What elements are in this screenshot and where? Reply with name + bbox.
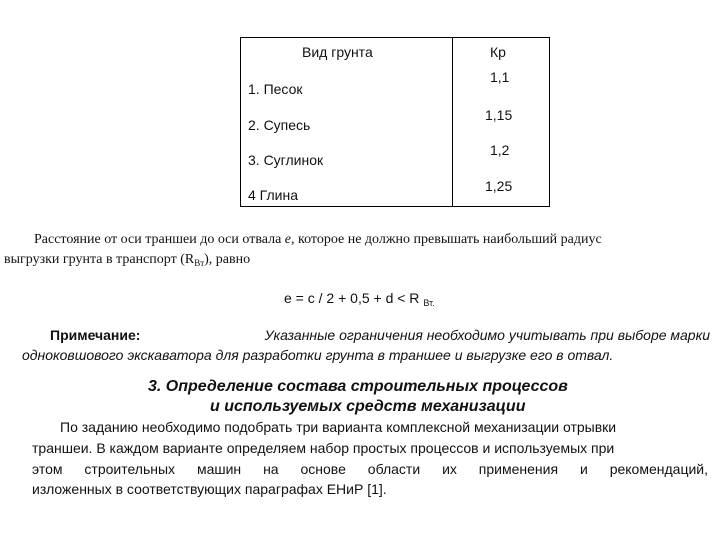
soil-coefficient-table — [240, 37, 550, 207]
formula — [284, 290, 435, 308]
table-right-border — [549, 37, 550, 207]
table-left-border — [240, 37, 241, 207]
note-text-2: одноковшового экскаватора для разработки грунта в траншее и выгрузке его в отвал. — [22, 347, 614, 363]
formula-subscript: Вт. — [423, 298, 435, 308]
note-text-1: Указанные ограничения необходимо учитывать при выборе марки — [264, 327, 710, 343]
note-line2 — [22, 347, 613, 363]
distance-text-4: ), равно — [204, 252, 251, 267]
body-line2: траншеи. В каждом варианте определяем набор простых процессов и используемых при — [32, 440, 615, 456]
body-line4: изложенных в соответствующих параграфах ЕНиР [1]. — [32, 481, 387, 497]
header-soil-type: Вид грунта — [302, 44, 373, 60]
formula-main: е = с / 2 + 0,5 + d < R — [284, 290, 420, 306]
note-line1 — [50, 327, 710, 343]
row-k-2: 1,15 — [485, 107, 513, 123]
row-k-3: 1,2 — [490, 142, 510, 158]
distance-variable: е, — [284, 232, 295, 247]
row-soil-3: 3. Суглинок — [248, 152, 324, 168]
row-soil-4: 4 Глина — [248, 187, 298, 203]
table-column-divider — [452, 37, 453, 207]
table-bottom-border — [240, 206, 550, 207]
section-title-line1: 3. Определение состава строительных процессов — [148, 378, 568, 395]
body-line1: По заданию необходимо подобрать три варианта комплексной механизации отрывки — [60, 419, 617, 435]
row-k-1: 1,1 — [490, 69, 510, 85]
distance-paragraph-line1 — [34, 232, 686, 248]
distance-text-1: Расстояние от оси траншеи до оси отвала — [34, 232, 282, 247]
header-coefficient: Кр — [490, 44, 506, 60]
body-line3: этом строительных машин на основе области их применения и рекомендаций, — [32, 461, 708, 477]
row-soil-1: 1. Песок — [248, 81, 303, 97]
row-k-4: 1,25 — [485, 178, 513, 194]
distance-paragraph-line2 — [4, 252, 250, 268]
distance-text-2: которое не должно превышать наибольший радиус — [298, 232, 602, 247]
distance-subscript: Вт — [194, 258, 205, 268]
section-title-line2: и используемых средств механизации — [210, 398, 526, 415]
note-label: Примечание: — [50, 327, 141, 343]
table-top-border — [240, 37, 550, 38]
distance-text-3: выгрузки грунта в транспорт (R — [4, 252, 195, 267]
row-soil-2: 2. Супесь — [248, 117, 311, 133]
